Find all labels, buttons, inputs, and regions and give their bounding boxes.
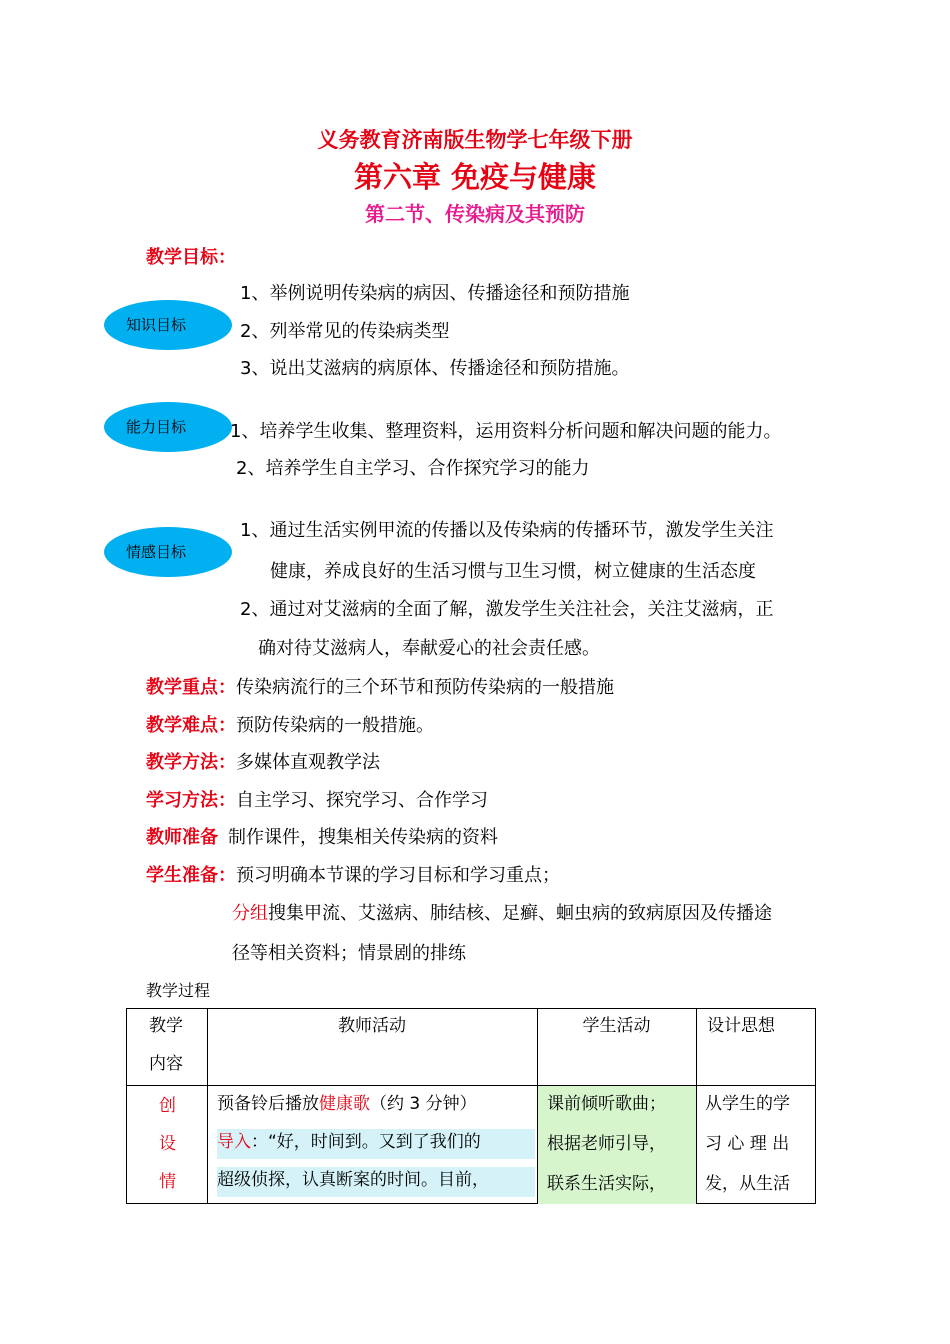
teacher-text: ：“好，时间到。又到了我们的 xyxy=(251,1132,481,1152)
ability-goal-badge xyxy=(104,402,232,452)
emotion-goal-line: 1、通过生活实例甲流的传播以及传染病的传播环节，激发学生关注 xyxy=(240,520,774,541)
teacher-prep-text: 制作课件，搜集相关传染病的资料 xyxy=(228,827,498,848)
student-prep-text: 预习明确本节课的学习目标和学习重点； xyxy=(236,865,560,886)
learning-method-text: 自主学习、探究学习、合作学习 xyxy=(236,790,488,811)
knowledge-goal-item: 1、举例说明传染病的病因、传播途径和预防措施 xyxy=(240,283,630,304)
content-char: 情 xyxy=(159,1172,176,1192)
group-prep-line-2: 径等相关资料；情景剧的排练 xyxy=(232,943,466,964)
difficulty-line xyxy=(146,711,434,737)
teacher-activity-line xyxy=(217,1123,481,1161)
teacher-prep-label: 教师准备 xyxy=(146,827,218,848)
teacher-activity-line xyxy=(217,1085,477,1123)
design-idea-line: 发，从生活 xyxy=(705,1174,790,1194)
goals-heading: 教学目标： xyxy=(146,247,236,268)
process-table xyxy=(126,1008,816,1204)
student-activity-line: 课前倾听歌曲； xyxy=(547,1094,666,1114)
ability-goal-label: 能力目标 xyxy=(126,418,187,436)
group-prep-line xyxy=(232,899,772,925)
ability-goal-item: 1、培养学生收集、整理资料，运用资料分析问题和解决问题的能力。 xyxy=(230,421,782,442)
teacher-prep-line xyxy=(146,823,498,849)
emotion-goal-badge xyxy=(104,527,232,577)
teacher-activity-line: 超级侦探，认真断案的时间。目前， xyxy=(217,1170,489,1190)
song-name: 健康歌 xyxy=(319,1094,370,1114)
teacher-text: 预备铃后播放 xyxy=(217,1094,319,1114)
learning-method-line xyxy=(146,786,488,812)
header-student-activity: 学生活动 xyxy=(582,1016,651,1036)
doc-series-title: 义务教育济南版生物学七年级下册 xyxy=(317,128,633,152)
content-char: 创 xyxy=(159,1096,176,1116)
group-text: 搜集甲流、艾滋病、肺结核、足癣、蛔虫病的致病原因及传播途 xyxy=(268,903,772,924)
design-idea-line: 习 心 理 出 xyxy=(705,1134,790,1154)
learning-method-label: 学习方法： xyxy=(146,790,236,811)
knowledge-goal-badge xyxy=(104,300,232,350)
method-line xyxy=(146,748,380,774)
difficulty-text: 预防传染病的一般措施。 xyxy=(236,715,434,736)
method-label: 教学方法： xyxy=(146,752,236,773)
student-prep-line xyxy=(146,861,560,887)
key-point-line xyxy=(146,673,614,699)
section-title: 第二节、传染病及其预防 xyxy=(365,202,585,226)
header-content-line2: 内容 xyxy=(149,1054,183,1074)
student-prep-label: 学生准备： xyxy=(146,865,236,886)
emotion-goal-line: 健康，养成良好的生活习惯与卫生习惯，树立健康的生活态度 xyxy=(270,561,756,582)
difficulty-label: 教学难点： xyxy=(146,715,236,736)
intro-label: 导入 xyxy=(217,1132,251,1152)
student-activity-line: 根据老师引导， xyxy=(547,1134,666,1154)
header-design-idea: 设计思想 xyxy=(707,1016,775,1036)
content-char: 设 xyxy=(159,1134,176,1154)
design-idea-line: 从学生的学 xyxy=(705,1094,790,1114)
header-content-line1: 教学 xyxy=(149,1016,183,1036)
key-point-label: 教学重点： xyxy=(146,677,236,698)
knowledge-goal-label: 知识目标 xyxy=(126,316,187,334)
emotion-goal-label: 情感目标 xyxy=(126,543,187,561)
process-heading: 教学过程 xyxy=(146,981,211,1000)
method-text: 多媒体直观教学法 xyxy=(236,752,380,773)
knowledge-goal-item: 2、列举常见的传染病类型 xyxy=(240,321,450,342)
student-activity-line: 联系生活实际， xyxy=(547,1174,666,1194)
group-label: 分组 xyxy=(232,903,268,924)
knowledge-goal-item: 3、说出艾滋病的病原体、传播途径和预防措施。 xyxy=(240,358,630,379)
emotion-goal-line: 2、通过对艾滋病的全面了解，激发学生关注社会，关注艾滋病，正 xyxy=(240,599,774,620)
ability-goal-item: 2、培养学生自主学习、合作探究学习的能力 xyxy=(236,458,590,479)
header-teacher-activity: 教师活动 xyxy=(338,1016,406,1036)
chapter-title: 第六章 免疫与健康 xyxy=(353,160,597,194)
emotion-goal-line: 确对待艾滋病人，奉献爱心的社会责任感。 xyxy=(258,638,600,659)
teacher-text: （约 3 分钟） xyxy=(370,1094,477,1114)
key-point-text: 传染病流行的三个环节和预防传染病的一般措施 xyxy=(236,677,614,698)
